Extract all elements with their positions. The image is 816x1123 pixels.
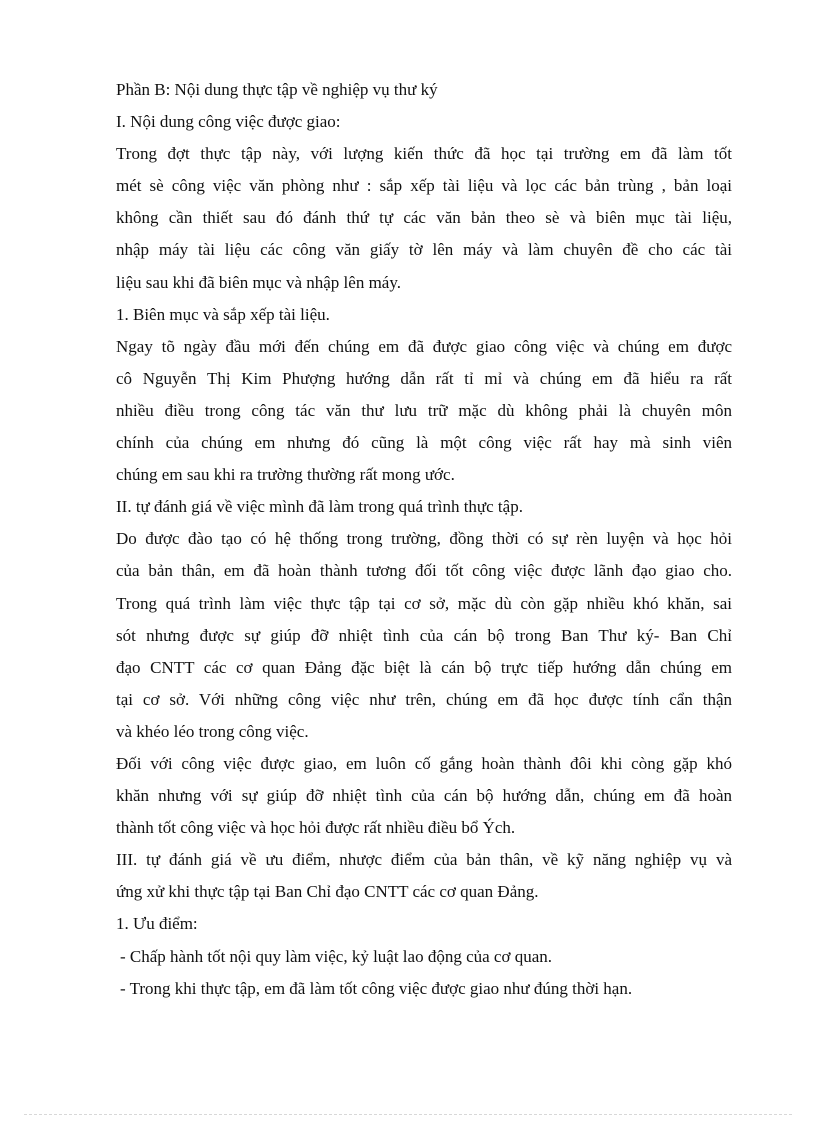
text-line: - Chấp hành tốt nội quy làm việc, kỷ luật lao động của cơ quan. <box>120 946 552 966</box>
text-line: 1. Biên mục và sắp xếp tài liệu. <box>116 304 330 324</box>
text-line: chúng em sau khi ra trường thường rất mong ước. <box>116 465 455 485</box>
text-line: khăn nhưng với sự giúp đỡ nhiệt tình của cán bộ hướng dẫn, chúng em đã hoàn <box>116 786 732 806</box>
text-line: và khéo léo trong công việc. <box>116 721 309 741</box>
text-line: tại cơ sở. Với những công việc như trên, chúng em đã học được tính cẩn thận <box>116 689 732 709</box>
text-line: II. tự đánh giá về việc mình đã làm trong quá trình thực tập. <box>116 497 523 517</box>
text-line: của bản thân, em đã hoàn thành tương đối tốt công việc được lãnh đạo giao cho. <box>116 561 732 581</box>
page-bottom-divider <box>24 1114 792 1115</box>
text-line: - Trong khi thực tập, em đã làm tốt công việc được giao như đúng thời hạn. <box>120 978 633 998</box>
text-line: nhập máy tài liệu các công văn giấy tờ lên máy và làm chuyên đề cho các tài <box>116 240 732 260</box>
text-line: Phần B: Nội dung thực tập về nghiệp vụ thư ký <box>116 80 438 99</box>
text-line: 1. Ưu điểm: <box>116 914 198 934</box>
text-line: Do được đào tạo có hệ thống trong trường, đồng thời có sự rèn luyện và học hỏi <box>116 529 732 549</box>
text-line: đạo CNTT các cơ quan Đảng đặc biệt là cán bộ trực tiếp hướng dẫn chúng em <box>116 657 732 677</box>
text-line: Đối với công việc được giao, em luôn cố gắng hoàn thành đôi khi còng gặp khó <box>116 753 732 773</box>
text-line: cô Nguyễn Thị Kim Phượng hướng dẫn rất tỉ mỉ và chúng em đã hiểu ra rất <box>116 368 732 388</box>
text-line: nhiều điều trong công tác văn thư lưu trữ mặc dù không phải là chuyên môn <box>116 400 732 420</box>
text-line: Ngay tõ ngày đầu mới đến chúng em đã được giao công việc và chúng em được <box>116 336 732 356</box>
text-line: I. Nội dung công việc được giao: <box>116 112 341 132</box>
text-line: mét sè công việc văn phòng như : sắp xếp tài liệu và lọc các bản trùng , bản loại <box>116 176 732 196</box>
text-line: Trong đợt thực tập này, với lượng kiến thức đã học tại trường em đã làm tốt <box>116 144 732 164</box>
text-line: thành tốt công việc và học hỏi được rất nhiều điều bổ Ých. <box>116 818 516 838</box>
text-line: Trong quá trình làm việc thực tập tại cơ sở, mặc dù còn gặp nhiều khó khăn, sai <box>116 593 732 613</box>
document-body <box>116 74 732 1005</box>
text-line: III. tự đánh giá về ưu điểm, nhược điểm của bản thân, về kỹ năng nghiệp vụ và <box>116 850 732 870</box>
text-line: liệu sau khi đã biên mục và nhập lên máy. <box>116 272 401 292</box>
text-line: chính của chúng em nhưng đó cũng là một công việc rất hay mà sinh viên <box>116 433 732 453</box>
text-line: ứng xử khi thực tập tại Ban Chỉ đạo CNTT các cơ quan Đảng. <box>116 882 539 902</box>
text-line: sót nhưng được sự giúp đỡ nhiệt tình của cán bộ trong Ban Thư ký- Ban Chỉ <box>116 625 732 645</box>
text-line: không cần thiết sau đó đánh thứ tự các văn bản theo sè và biên mục tài liệu, <box>116 208 732 228</box>
